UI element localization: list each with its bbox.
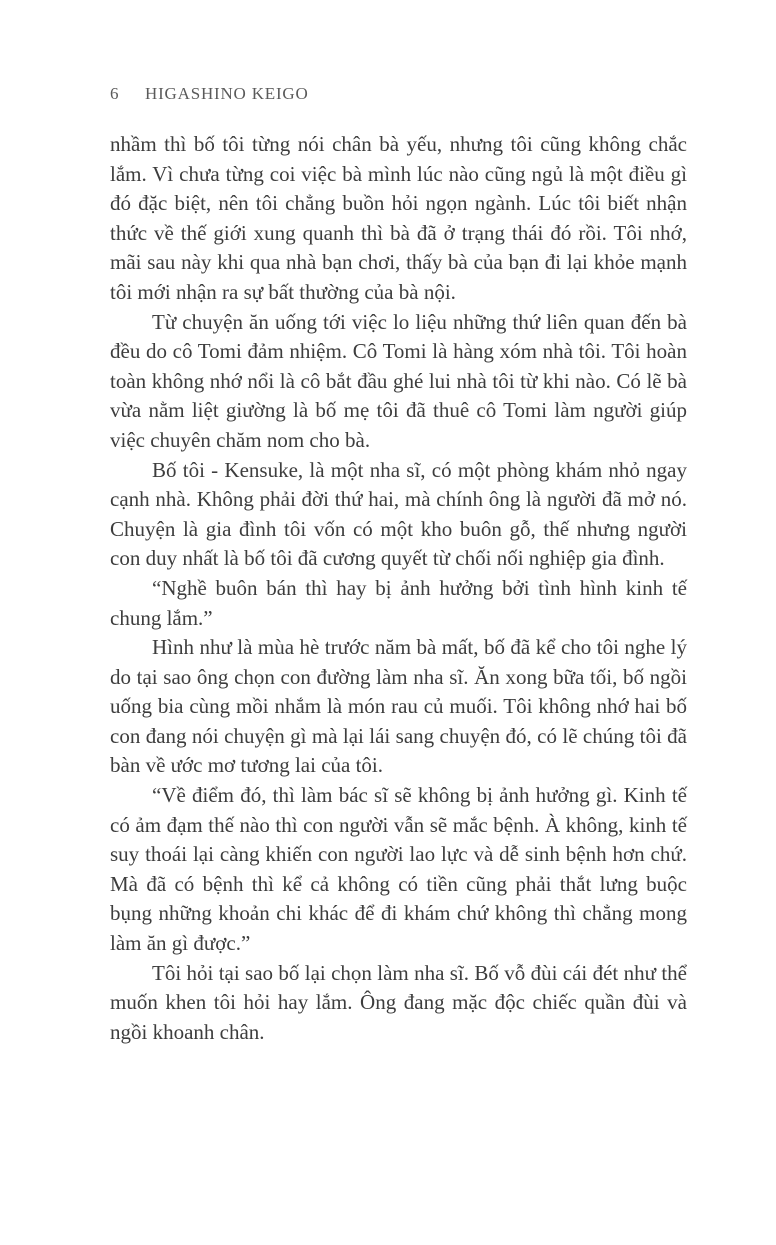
paragraph: “Nghề buôn bán thì hay bị ảnh hưởng bởi tình hình kinh tế chung lắm.”: [110, 575, 687, 630]
paragraph: Từ chuyện ăn uống tới việc lo liệu những thứ liên quan đến bà đều do cô Tomi đảm nhiệm. Cô Tomi là hàng xóm nhà tôi. Tôi hoàn toàn không nhớ nổi là cô bắt đầu ghé lui nhà tôi từ khi nào. Có lẽ bà vừa nằm liệt giường là bố mẹ tôi đã thuê cô Tomi làm người giúp việc chuyên chăm nom cho bà.: [110, 309, 687, 452]
running-header: [110, 84, 686, 104]
paragraph: Tôi hỏi tại sao bố lại chọn làm nha sĩ. Bố vỗ đùi cái đét như thể muốn khen tôi hỏi hay lắm. Ông đang mặc độc chiếc quần đùi và ngồi khoanh chân.: [110, 960, 687, 1044]
paragraph: Bố tôi - Kensuke, là một nha sĩ, có một phòng khám nhỏ ngay cạnh nhà. Không phải đời thứ hai, mà chính ông là người đã mở nó. Chuyện là gia đình tôi vốn có một kho buôn gỗ, thế nhưng người con duy nhất là bố tôi đã cương quyết từ chối nối nghiệp gia đình.: [110, 457, 687, 571]
paragraph: Hình như là mùa hè trước năm bà mất, bố đã kể cho tôi nghe lý do tại sao ông chọn con đường làm nha sĩ. Ăn xong bữa tối, bố ngồi uống bia cùng mồi nhắm là món rau củ muối. Tôi không nhớ hai bố con đang nói chuyện gì mà lại lái sang chuyện đó, có lẽ chúng tôi đã bàn về ước mơ tương lai của tôi.: [110, 635, 687, 778]
page-number: 6: [110, 84, 120, 103]
page-body: [110, 130, 687, 1047]
paragraph: nhầm thì bố tôi từng nói chân bà yếu, nhưng tôi cũng không chắc lắm. Vì chưa từng coi việc bà mình lúc nào cũng ngủ là một điều gì đó đặc biệt, nên tôi chẳng buồn hỏi ngọn ngành. Lúc tôi biết nhận thức về thế giới xung quanh thì bà đã ở trạng thái đó rồi. Tôi nhớ, mãi sau này khi qua nhà bạn chơi, thấy bà của bạn đi lại khỏe mạnh tôi mới nhận ra sự bất thường của bà nội.: [110, 132, 687, 304]
paragraph: “Về điểm đó, thì làm bác sĩ sẽ không bị ảnh hưởng gì. Kinh tế có ảm đạm thế nào thì con người vẫn sẽ mắc bệnh. À không, kinh tế suy thoái lại càng khiến con người lao lực và dễ sinh bệnh hơn chứ. Mà đã có bệnh thì kể cả không có tiền cũng phải thắt lưng buộc bụng những khoản chi khác để đi khám chứ không thì chẳng mong làm ăn gì được.”: [110, 783, 687, 956]
running-header-title: HIGASHINO KEIGO: [145, 84, 309, 103]
